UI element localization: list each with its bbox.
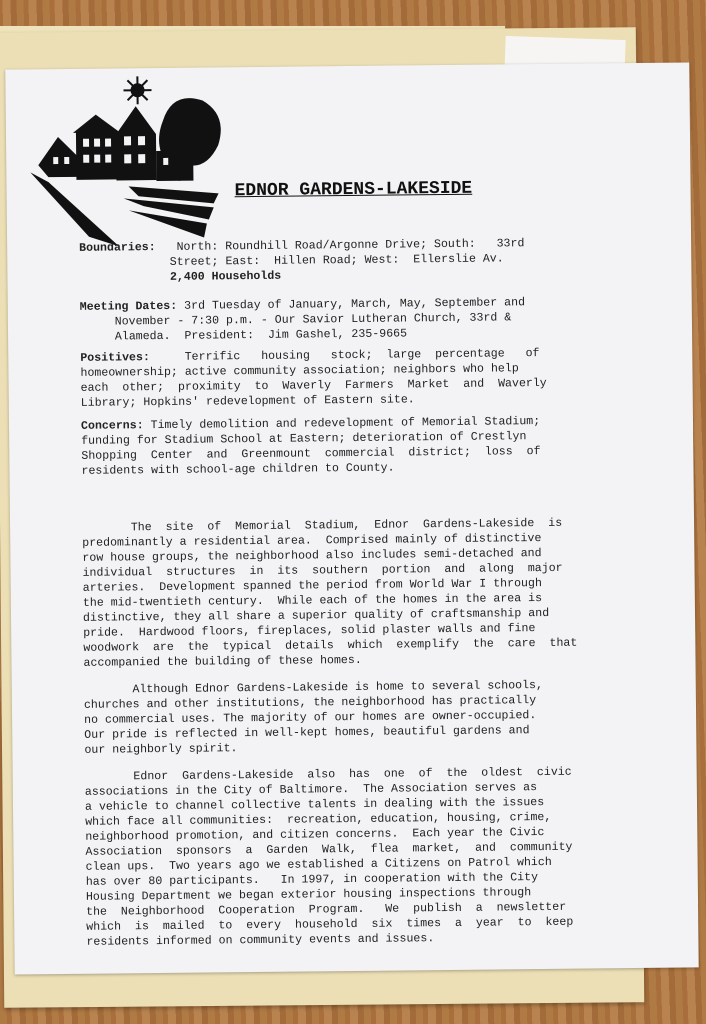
meeting-section	[80, 295, 526, 345]
paragraph-line: accompanied the building of these homes.	[83, 653, 362, 670]
concerns-line: Shopping Center and Greenmount commercial district; loss of	[81, 445, 541, 463]
paragraph-line: predominantly a residential area. Comprised mainly of distinctive	[82, 532, 542, 550]
boundaries-section	[79, 236, 525, 286]
positives-line: Terrific housing stock; large percentage of	[149, 347, 540, 365]
paragraph-line: associations in the City of Baltimore. The Association serves as	[84, 781, 538, 799]
paragraph-line: distinctive, they all share a superior quality of craftsmanship and	[82, 606, 550, 625]
paragraph-line: churches and other institutions, the neighborhood has practically	[83, 694, 537, 712]
paragraph-line: The site of Memorial Stadium, Ednor Gardens-Lakeside is	[82, 516, 563, 535]
paragraph-site	[82, 516, 578, 671]
meeting-line: 3rd Tuesday of January, March, May, September and	[177, 296, 526, 313]
paragraph-line: pride. Hardwood floors, fireplaces, solid plaster walls and fine	[83, 622, 536, 640]
document-title: EDNOR GARDENS-LAKESIDE	[234, 178, 473, 202]
boundaries-label: Boundaries:	[79, 241, 156, 255]
concerns-line: Timely demolition and redevelopment of Memorial Stadium;	[143, 415, 541, 433]
positives-line: homeownership; active community association; neighbors who help	[80, 362, 519, 380]
paragraph-line: row house groups, the neighborhood also includes semi-detached and	[82, 547, 542, 565]
boundaries-line: North: Roundhill Road/Argonne Drive; South: 33rd	[176, 237, 525, 254]
concerns-line: residents with school-age children to County.	[81, 461, 395, 478]
positives-line: each other; proximity to Waverly Farmers Market and Waverly	[80, 376, 547, 395]
boundaries-line: Street; East: Hillen Road; West: Ellerslie Av.	[169, 252, 504, 269]
positives-section	[80, 346, 547, 411]
houses-logo-icon	[27, 75, 229, 247]
document-page	[5, 62, 698, 974]
paragraph-line: clean ups. Two years ago we established a Citizens on Patrol which	[85, 855, 552, 874]
paragraph-line: Although Ednor Gardens-Lakeside is home to several schools,	[83, 679, 544, 697]
paragraph-schools	[84, 678, 544, 758]
meeting-label: Meeting Dates:	[79, 299, 178, 314]
paragraph-line: which is mailed to every household six times a year to keep	[86, 915, 574, 934]
paragraph-association	[85, 765, 574, 950]
paragraph-line: no commercial uses. The majority of our homes are owner-occupied.	[84, 709, 537, 727]
paragraph-line: the Neighborhood Cooperation Program. We publish a newsletter	[86, 900, 567, 919]
positives-line: Library; Hopkins' redevelopment of Eastern site.	[80, 393, 415, 410]
paragraph-line: individual structures in its southern portion and along major	[82, 561, 563, 580]
paragraph-line: Housing Department we began exterior housing inspections through	[85, 886, 532, 904]
paragraph-line: has over 80 participants. In 1997, in cooperation with the City	[85, 871, 539, 889]
paragraph-line: Association sponsors a Garden Walk, flea market, and community	[85, 840, 573, 859]
paragraph-line: the mid-twentieth century. While each of the homes in the area is	[82, 592, 543, 610]
paragraph-line: arteries. Development spanned the period from World War I through	[82, 577, 542, 595]
positives-label: Positives:	[80, 351, 150, 365]
meeting-line: Alameda. President: Jim Gashel, 235-9665	[80, 327, 408, 344]
concerns-label: Concerns:	[80, 419, 144, 433]
paragraph-line: woodwork are the typical details which exemplify the care that	[83, 636, 578, 655]
paragraph-line: neighborhood promotion, and citizen concerns. Each year the Civic	[85, 826, 545, 844]
households-count: 2,400 Households	[169, 269, 282, 284]
paragraph-line: Ednor Gardens-Lakeside also has one of the oldest civic	[84, 765, 572, 784]
paragraph-line: residents informed on community events and issues.	[86, 932, 435, 949]
concerns-section	[81, 414, 541, 479]
paragraph-line: our neighborly spirit.	[84, 742, 238, 757]
meeting-line: November - 7:30 p.m. - Our Savior Lutheran Church, 33rd &	[79, 311, 512, 329]
paragraph-line: Our pride is reflected in well-kept homes, beautiful gardens and	[84, 724, 530, 742]
paragraph-line: a vehicle to channel collective talents in dealing with the issues	[84, 796, 545, 814]
paragraph-line: which face all communities: recreation, education, housing, crime,	[85, 810, 552, 829]
concerns-line: funding for Stadium School at Eastern; deterioration of Crestlyn	[81, 430, 527, 448]
